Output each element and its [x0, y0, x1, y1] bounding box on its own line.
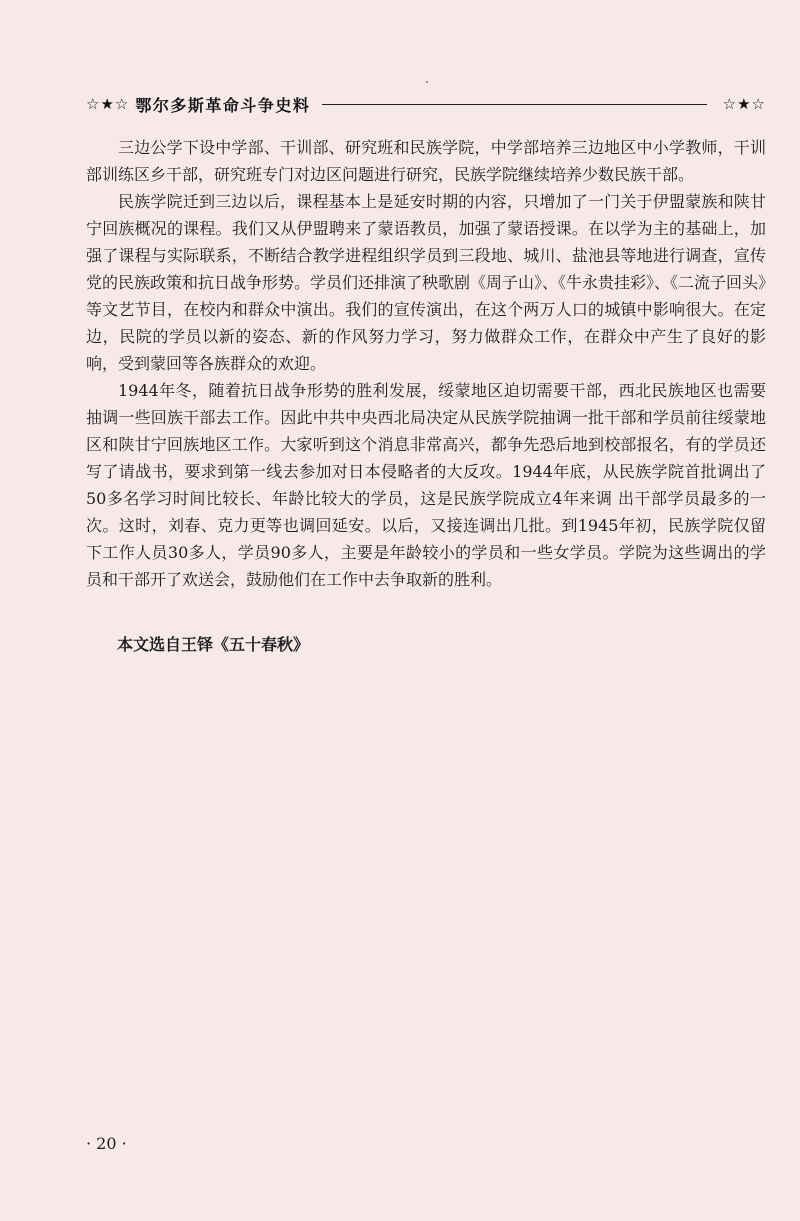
running-header [86, 92, 766, 116]
page-number: · 20 · [86, 1134, 127, 1153]
header-rule [322, 104, 706, 105]
source-note: 本文选自王铎《五十春秋》 [117, 635, 310, 654]
paragraph-1: 三边公学下设中学部、干训部、研究班和民族学院，中学部培养三边地区中小学教师，干训部训练区乡干部，研究班专门对边区问题进行研究，民族学院继续培养少数民族干部。 [86, 138, 766, 184]
star-ornament-right: ☆★☆ [722, 95, 766, 113]
star-ornament-left: ☆★☆ [86, 95, 130, 113]
speck-mark [426, 81, 428, 83]
body-text [86, 134, 766, 593]
header-title: 鄂尔多斯革命斗争史料 [135, 95, 311, 115]
paragraph-3: 1944年冬，随着抗日战争形势的胜利发展，绥蒙地区迫切需要干部，西北民族地区也需要抽调一些回族干部去工作。因此中共中央西北局决定从民族学院抽调一批干部和学员前往绥蒙地区和陕甘宁回族地区工作。大家听到这个消息非常高兴，都争先恐后地到校部报名，有的学员还写了请战书，要求到第一线去参加对日本侵略者的大反攻。1944年底，从民族学院首批调出了50多名学习时间比较长、年龄比较大的学员，这是民族学院成立4年来调 出干部学员最多的一次。这时，刘春、克力更等也调回延安。以后，又接连调出几批。到1945年初，民族学院仅留下工作人员30多人，学员90多人，主要是年龄较小的学员和一些女学员。学院为这些调出的学员和干部开了欢送会，鼓励他们在工作中去争取新的胜利。 [86, 381, 766, 589]
paragraph-2: 民族学院迁到三边以后，课程基本上是延安时期的内容，只增加了一门关于伊盟蒙族和陕甘宁回族概况的课程。我们又从伊盟聘来了蒙语教员，加强了蒙语授课。在以学为主的基础上，加强了课程与实际联系，不断结合教学进程组织学员到三段地、城川、盐池县等地进行调查，宣传党的民族政策和抗日战争形势。学员们还排演了秧歌剧《周子山》、《牛永贵挂彩》、《二流子回头》等文艺节目，在校内和群众中演出。我们的宣传演出，在这个两万人口的城镇中影响很大。在定边，民院的学员以新的姿态、新的作风努力学习，努力做群众工作，在群众中产生了良好的影响，受到蒙回等各族群众的欢迎。 [86, 192, 767, 373]
